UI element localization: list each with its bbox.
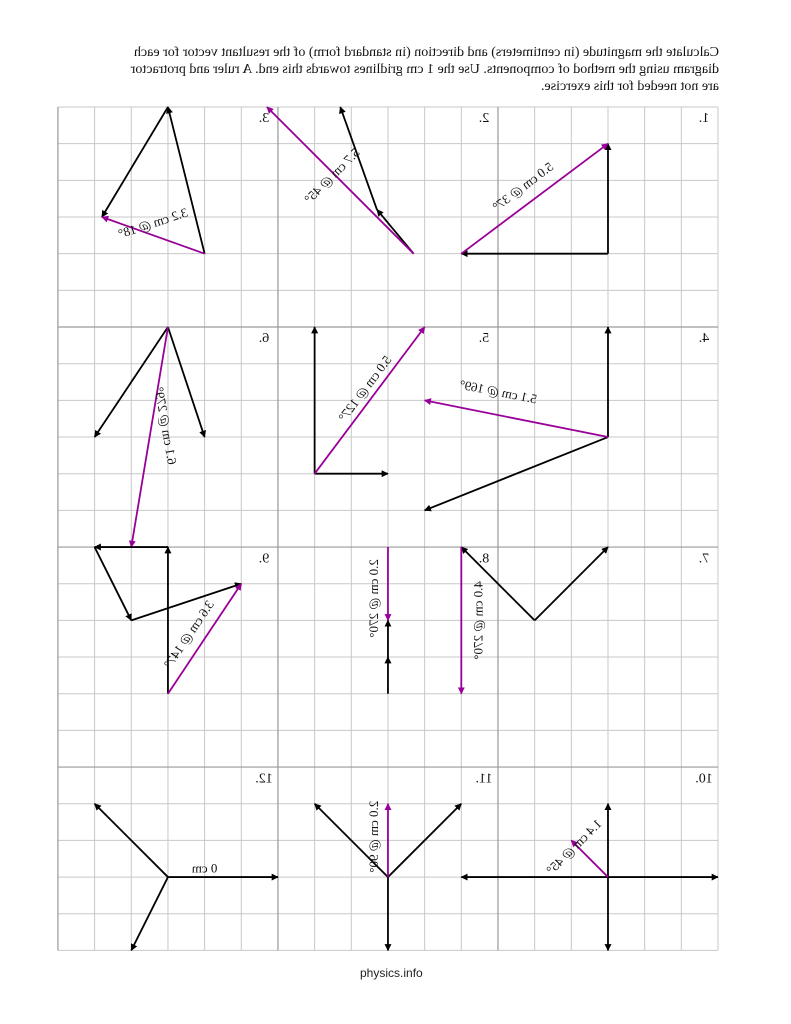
component-vector [102,107,168,217]
problem-number: 10. [695,771,713,787]
instruction-line-2: diagram using the method of components. Use the 1 cm gridlines towards this end. A ruler and protractor [130,62,719,77]
resultant-vector [425,400,608,437]
resultant-label: 3.6 cm @ 147° [160,597,217,671]
problem-number: 9. [258,551,270,567]
problem-number: 6. [258,331,270,347]
resultant-label: 5.0 cm @ 127° [335,352,395,425]
resultant-label: 0 cm [191,860,218,876]
resultant-label: 1.4 cm @ 45° [543,815,605,878]
labels [116,111,713,877]
instruction-line-1: Calculate the magnitude (in centimeters) and direction (in standard form) of the resultant vector for each [133,45,719,60]
problem-number: 3. [258,111,270,127]
resultant-label: 2.0 cm @ 90° [366,800,382,873]
problem-number: 5. [478,331,490,347]
resultant-label: 3.2 cm @ 18° [116,204,190,242]
problem-number: 11. [475,771,493,787]
problem-number: 1. [698,111,710,127]
resultant-label: 2.0 cm @ 270° [366,559,382,638]
problem-number: 2. [478,111,490,127]
resultant-label: 6.1 cm @ 279° [151,385,180,466]
instruction-line-3: are not needed for this exercise. [540,79,719,94]
problem-number: 8. [478,551,490,567]
resultant-label: 4.0 cm @ 270° [470,581,486,660]
component-vector [131,584,241,621]
footer-credit: physics.info [360,966,423,980]
resultant-label: 5.0 cm @ 37° [489,158,557,215]
problem-number: 4. [698,331,710,347]
resultant-label: 5.7 cm @ 45° [301,144,363,207]
resultant-label: 5.1 cm @ 169° [458,376,539,407]
problem-number: 7. [698,551,710,567]
vectors [95,107,718,950]
problem-number: 12. [255,771,273,787]
